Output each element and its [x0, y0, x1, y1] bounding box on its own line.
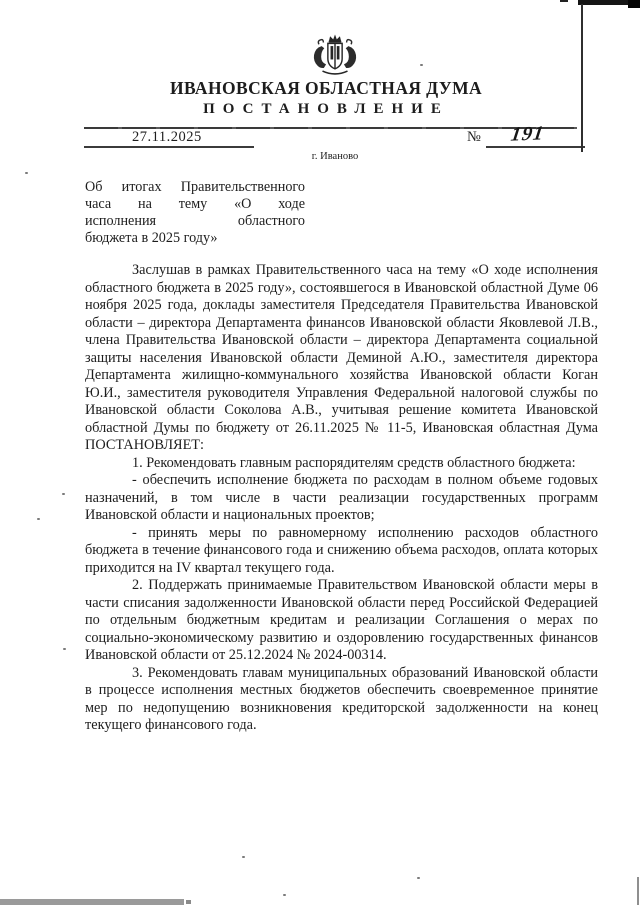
- scan-artifact: [628, 0, 640, 8]
- subject-line: бюджета в 2025 году»: [85, 230, 218, 246]
- scan-artifact: [37, 518, 40, 520]
- number-underline: [486, 146, 585, 148]
- subject-line: часа на тему «О ходе: [85, 196, 305, 212]
- scan-artifact: [417, 877, 420, 879]
- scan-artifact: [25, 172, 28, 174]
- doc-type-title: ПОСТАНОВЛЕНИЕ: [203, 101, 449, 117]
- scan-artifact: [63, 648, 66, 650]
- date-field: 27.11.2025: [132, 129, 202, 145]
- scan-artifact: [581, 4, 583, 152]
- scan-artifact: [242, 856, 245, 858]
- paragraph-item-1-sub-1: - обеспечить исполнение бюджета по расходам в полном объеме годовых назначений, в том числе в части реализации государственных программ Ивановской области и национальных проектов;: [85, 472, 598, 523]
- paragraph-item-1-sub-2: - принять меры по равномерному исполнению расходов областного бюджета в течение финансового года и снижению объема расходов, оплата которых приходится на IV квартал текущего года.: [85, 524, 598, 576]
- scan-artifact: [283, 894, 286, 896]
- subject-line: Об итогах Правительственного: [85, 179, 305, 195]
- org-name: ИВАНОВСКАЯ ОБЛАСТНАЯ ДУМА: [169, 78, 483, 98]
- number-value-handwritten: 191: [509, 122, 546, 146]
- date-underline: [84, 146, 254, 148]
- scan-artifact: [420, 64, 423, 66]
- number-sign: №: [467, 129, 481, 145]
- paragraph-item-2: 2. Поддержать принимаемые Правительством Ивановской области меры в части списания задолженности Ивановской области перед Российской Федерацией по отдельным бюджетным кредитам и реализации Соглашения о мерах по социально-экономическому развитию и оздоровлению государственных финансов Ивановской области от 25.12.2024 № 2024-00314.: [85, 577, 598, 663]
- paragraph-item-3: 3. Рекомендовать главам муниципальных образований Ивановской области в процессе исполнения местных бюджетов обеспечить своевременное принятие мер по недопущению возникновения кредиторской задолженности на конец текущего финансового года.: [85, 664, 598, 733]
- paragraph-item-1: 1. Рекомендовать главным распорядителям средств областного бюджета:: [132, 454, 576, 471]
- scan-artifact: [637, 877, 639, 905]
- coat-of-arms-icon: [308, 30, 362, 80]
- scan-artifact: [62, 493, 65, 495]
- subject-line: исполнения областного: [85, 213, 305, 229]
- paragraph-preamble: Заслушав в рамках Правительственного часа на тему «О ходе исполнения областного бюджета в 2025 году», состоявшегося в Ивановской областной Думе 06 ноября 2025 года, доклады заместителя Председателя Правительства Ивановской области – директора Департамента финансов Ивановской области Яковлевой Л.В., члена Правительства Ивановской области – директора Департамента социальной защиты населения Ивановской области Деминой А.Ю., заместителя директора Департамента жилищно-коммунального хозяйства Ивановской области Коган Ю.И., заместителя руководителя Управления Федеральной налоговой службы по Ивановской области Соколова А.В., учитывая решение комитета Ивановской областной Думы по бюджету от 26.11.2025 № 11-5, Ивановская областная Дума ПОСТАНОВЛЯЕТ:: [85, 262, 598, 453]
- scan-artifact: [186, 900, 191, 904]
- scan-artifact: [560, 0, 568, 2]
- subject-block: [85, 179, 305, 247]
- body-text: [85, 262, 598, 735]
- scan-artifact: [0, 899, 184, 905]
- place-name: г. Иваново: [311, 151, 359, 162]
